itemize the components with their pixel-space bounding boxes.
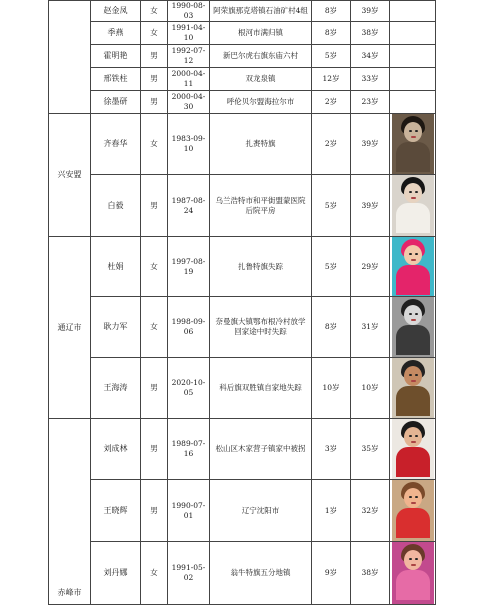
table-row (49, 419, 436, 480)
age-now-cell: 29岁 (351, 237, 390, 297)
age-now-cell: 35岁 (351, 419, 390, 480)
photo-eye-left (409, 191, 412, 193)
gender-cell: 男 (141, 175, 168, 237)
table-row (49, 114, 436, 175)
name-cell: 王晓辉 (91, 480, 141, 542)
missing-persons-table (48, 0, 435, 598)
photo-body (396, 386, 430, 416)
table-row (49, 68, 436, 91)
gender-cell: 男 (141, 91, 168, 114)
photo-mouth (411, 564, 416, 566)
photo-eye-right (415, 374, 418, 376)
photo-cell (390, 68, 436, 91)
gender-cell: 男 (141, 45, 168, 68)
birth-date-cell: 1991-05-02 (168, 542, 210, 605)
place-cell: 根河市满归镇 (210, 22, 312, 45)
photo-face (404, 366, 422, 386)
place-cell: 奈曼旗大镇鄂布根冷村放学回家途中时失踪 (210, 297, 312, 358)
birth-date-cell: 1990-07-01 (168, 480, 210, 542)
gender-cell: 男 (141, 419, 168, 480)
gender-cell: 男 (141, 480, 168, 542)
photo-eye-left (409, 313, 412, 315)
name-cell: 白毅 (91, 175, 141, 237)
table-row (49, 237, 436, 297)
age-lost-cell: 12岁 (312, 68, 351, 91)
photo-face (404, 183, 422, 203)
table-row (49, 542, 436, 605)
name-cell: 王海涛 (91, 358, 141, 419)
table-row (49, 22, 436, 45)
gender-cell: 女 (141, 22, 168, 45)
birth-date-cell: 1989-07-16 (168, 419, 210, 480)
place-cell: 翁牛特旗五分地镇 (210, 542, 312, 605)
age-lost-cell: 3岁 (312, 419, 351, 480)
photo-eye-right (415, 191, 418, 193)
age-now-cell: 39岁 (351, 175, 390, 237)
birth-date-cell: 1987-08-24 (168, 175, 210, 237)
photo-cell (390, 419, 436, 480)
name-cell: 齐春华 (91, 114, 141, 175)
photo-cell (390, 114, 436, 175)
child-photo (392, 542, 434, 604)
photo-face (404, 245, 422, 265)
age-now-cell: 38岁 (351, 22, 390, 45)
birth-date-cell: 1992-07-12 (168, 45, 210, 68)
age-now-cell: 39岁 (351, 1, 390, 22)
table-row (49, 1, 436, 22)
photo-eye-right (415, 558, 418, 560)
photo-body (396, 203, 430, 233)
birth-date-cell: 2020-10-05 (168, 358, 210, 419)
name-cell: 耿力军 (91, 297, 141, 358)
photo-eye-left (409, 253, 412, 255)
photo-body (396, 570, 430, 600)
age-lost-cell: 1岁 (312, 480, 351, 542)
region-cell: 兴安盟 (49, 114, 91, 237)
gender-cell: 女 (141, 237, 168, 297)
photo-eye-left (409, 130, 412, 132)
place-cell: 双龙泉镇 (210, 68, 312, 91)
photo-body (396, 508, 430, 538)
photo-eye-right (415, 435, 418, 437)
photo-cell (390, 542, 436, 605)
photo-cell (390, 480, 436, 542)
photo-mouth (411, 502, 416, 504)
photo-eye-right (415, 313, 418, 315)
gender-cell: 女 (141, 1, 168, 22)
age-now-cell: 23岁 (351, 91, 390, 114)
age-lost-cell: 5岁 (312, 45, 351, 68)
photo-eye-left (409, 374, 412, 376)
age-lost-cell: 2岁 (312, 91, 351, 114)
photo-cell (390, 45, 436, 68)
photo-mouth (411, 136, 416, 138)
child-photo (392, 358, 434, 418)
gender-cell: 男 (141, 68, 168, 91)
birth-date-cell: 2000-04-30 (168, 91, 210, 114)
name-cell: 刘丹娜 (91, 542, 141, 605)
photo-body (396, 265, 430, 295)
age-now-cell: 39岁 (351, 114, 390, 175)
birth-date-cell: 1997-08-19 (168, 237, 210, 297)
photo-cell (390, 175, 436, 237)
age-lost-cell: 5岁 (312, 237, 351, 297)
place-cell: 新巴尔虎右旗东庙六村 (210, 45, 312, 68)
photo-face (404, 550, 422, 570)
age-lost-cell: 10岁 (312, 358, 351, 419)
age-now-cell: 34岁 (351, 45, 390, 68)
place-cell: 乌兰浩特市和平街盟蒙医院后院平房 (210, 175, 312, 237)
age-lost-cell: 8岁 (312, 1, 351, 22)
gender-cell: 女 (141, 297, 168, 358)
place-cell: 松山区木家营子镇家中被拐 (210, 419, 312, 480)
photo-mouth (411, 380, 416, 382)
region-cell: 通辽市 (49, 237, 91, 419)
age-now-cell: 10岁 (351, 358, 390, 419)
photo-body (396, 142, 430, 172)
name-cell: 徐墨研 (91, 91, 141, 114)
photo-mouth (411, 197, 416, 199)
child-photo (392, 237, 434, 296)
age-lost-cell: 9岁 (312, 542, 351, 605)
age-now-cell: 38岁 (351, 542, 390, 605)
photo-face (404, 488, 422, 508)
name-cell: 季燕 (91, 22, 141, 45)
age-now-cell: 32岁 (351, 480, 390, 542)
place-cell: 辽宁沈阳市 (210, 480, 312, 542)
place-cell: 扎赉特旗 (210, 114, 312, 175)
photo-cell (390, 297, 436, 358)
photo-eye-left (409, 435, 412, 437)
photo-face (404, 305, 422, 325)
data-table (48, 0, 436, 605)
birth-date-cell: 1991-04-10 (168, 22, 210, 45)
photo-eye-left (409, 558, 412, 560)
birth-date-cell: 2000-04-11 (168, 68, 210, 91)
region-cell (49, 419, 91, 605)
photo-cell (390, 1, 436, 22)
birth-date-cell: 1998-09-06 (168, 297, 210, 358)
table-row (49, 358, 436, 419)
age-lost-cell: 5岁 (312, 175, 351, 237)
photo-eye-right (415, 130, 418, 132)
place-cell: 扎鲁特旗失踪 (210, 237, 312, 297)
place-cell: 阿荣旗那克塔镇石油矿村4组 (210, 1, 312, 22)
gender-cell: 女 (141, 542, 168, 605)
age-now-cell: 33岁 (351, 68, 390, 91)
table-row (49, 175, 436, 237)
table-row (49, 480, 436, 542)
child-photo (392, 297, 434, 357)
birth-date-cell: 1990-08-03 (168, 1, 210, 22)
place-cell: 科后旗双胜镇自家地失踪 (210, 358, 312, 419)
photo-mouth (411, 259, 416, 261)
gender-cell: 男 (141, 358, 168, 419)
age-now-cell: 31岁 (351, 297, 390, 358)
child-photo (392, 480, 434, 541)
photo-body (396, 325, 430, 355)
photo-mouth (411, 441, 416, 443)
photo-body (396, 447, 430, 477)
photo-cell (390, 22, 436, 45)
table-row (49, 297, 436, 358)
age-lost-cell: 8岁 (312, 297, 351, 358)
region-label: 赤峰市 (57, 588, 82, 597)
photo-mouth (411, 319, 416, 321)
name-cell: 杜娟 (91, 237, 141, 297)
place-cell: 呼伦贝尔盟海拉尔市 (210, 91, 312, 114)
region-cell-top (49, 1, 91, 114)
photo-face (404, 427, 422, 447)
age-lost-cell: 8岁 (312, 22, 351, 45)
table-row (49, 91, 436, 114)
photo-face (404, 122, 422, 142)
name-cell: 刘成林 (91, 419, 141, 480)
name-cell: 霍明艳 (91, 45, 141, 68)
photo-eye-right (415, 496, 418, 498)
child-photo (392, 175, 434, 236)
gender-cell: 女 (141, 114, 168, 175)
photo-eye-left (409, 496, 412, 498)
photo-cell (390, 358, 436, 419)
name-cell: 邢铁柱 (91, 68, 141, 91)
photo-eye-right (415, 253, 418, 255)
photo-cell (390, 91, 436, 114)
photo-cell (390, 237, 436, 297)
table-row (49, 45, 436, 68)
child-photo (392, 114, 434, 174)
birth-date-cell: 1983-09-10 (168, 114, 210, 175)
child-photo (392, 419, 434, 479)
age-lost-cell: 2岁 (312, 114, 351, 175)
name-cell: 赵金凤 (91, 1, 141, 22)
